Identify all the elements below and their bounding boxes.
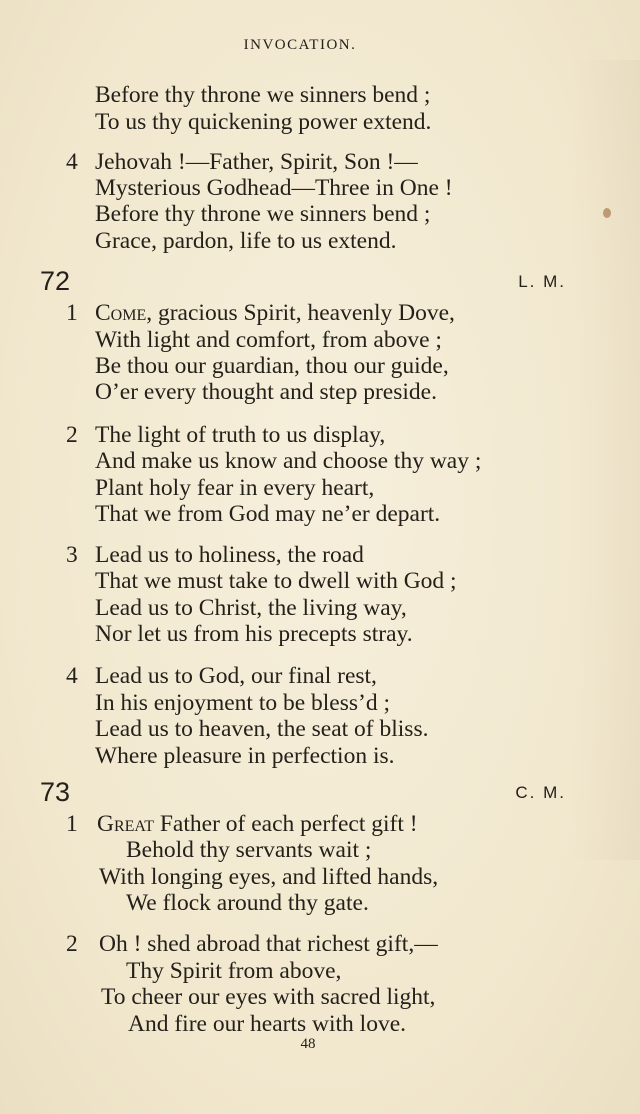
first-line-rest: Father of each perfect gift ! bbox=[153, 811, 418, 837]
running-header: INVOCATION. bbox=[243, 37, 357, 53]
hymn-line: We flock around thy gate. bbox=[126, 890, 369, 916]
hymn-line: Behold thy servants wait ; bbox=[126, 837, 372, 863]
hymn-line: Lead us to holiness, the road bbox=[95, 542, 364, 568]
hymn-line: Mysterious Godhead—Three in One ! bbox=[95, 175, 453, 201]
hymn-line: Lead us to heaven, the seat of bliss. bbox=[95, 716, 429, 742]
verse-number: 4 bbox=[66, 149, 78, 175]
verse-number: 1 bbox=[66, 300, 78, 326]
hymn-line: To us thy quickening power extend. bbox=[95, 109, 432, 135]
hymn-line: Plant holy fear in every heart, bbox=[95, 475, 375, 501]
hymn-line: Grace, pardon, life to us extend. bbox=[95, 228, 397, 254]
hymn-line: With light and comfort, from above ; bbox=[95, 327, 442, 353]
hymn-line: Lead us to God, our final rest, bbox=[95, 663, 377, 689]
hymn-number: 73 bbox=[40, 777, 71, 807]
hymn-line: In his enjoyment to be bless’d ; bbox=[95, 690, 391, 716]
hymn-first-line bbox=[95, 300, 455, 327]
hymn-line: The light of truth to us display, bbox=[95, 422, 386, 448]
verse-number: 2 bbox=[66, 422, 78, 448]
hymn-meter: C. M. bbox=[515, 783, 566, 802]
verse-number: 4 bbox=[66, 663, 78, 689]
hymn-line: And make us know and choose thy way ; bbox=[95, 448, 482, 474]
verse-number: 2 bbox=[66, 931, 78, 957]
hymn-line: Jehovah !—Father, Spirit, Son !— bbox=[95, 149, 418, 175]
hymn-line: That we from God may ne’er depart. bbox=[95, 501, 441, 527]
hymn-line: Before thy throne we sinners bend ; bbox=[95, 201, 431, 227]
hymn-line: Nor let us from his precepts stray. bbox=[95, 621, 413, 647]
hymn-line: Oh ! shed abroad that richest gift,— bbox=[99, 931, 438, 957]
verse-number: 3 bbox=[66, 542, 78, 568]
hymn-line: Before thy throne we sinners bend ; bbox=[95, 82, 431, 108]
hymn-line: With longing eyes, and lifted hands, bbox=[99, 864, 439, 890]
hymn-line: To cheer our eyes with sacred light, bbox=[101, 984, 436, 1010]
first-word-smallcaps: Great bbox=[97, 811, 154, 837]
hymn-line: O’er every thought and step preside. bbox=[95, 379, 437, 405]
hymn-line: Thy Spirit from above, bbox=[126, 958, 342, 984]
verse-number: 1 bbox=[66, 811, 78, 837]
show-through-shadow bbox=[570, 60, 640, 860]
hymn-first-line bbox=[97, 811, 418, 838]
hymn-meter: L. M. bbox=[518, 272, 566, 291]
first-word-smallcaps: Come, bbox=[95, 300, 153, 326]
hymn-line: Where pleasure in perfection is. bbox=[95, 743, 395, 769]
hymn-line: Lead us to Christ, the living way, bbox=[95, 595, 407, 621]
hymn-number: 72 bbox=[40, 266, 71, 296]
hymn-line: That we must take to dwell with God ; bbox=[95, 568, 457, 594]
first-line-rest: gracious Spirit, heavenly Dove, bbox=[152, 300, 455, 326]
hymn-line: And fire our hearts with love. bbox=[128, 1011, 407, 1037]
ink-blot bbox=[603, 208, 611, 218]
hymn-line: Be thou our guardian, thou our guide, bbox=[95, 353, 449, 379]
page-number: 48 bbox=[300, 1036, 316, 1052]
